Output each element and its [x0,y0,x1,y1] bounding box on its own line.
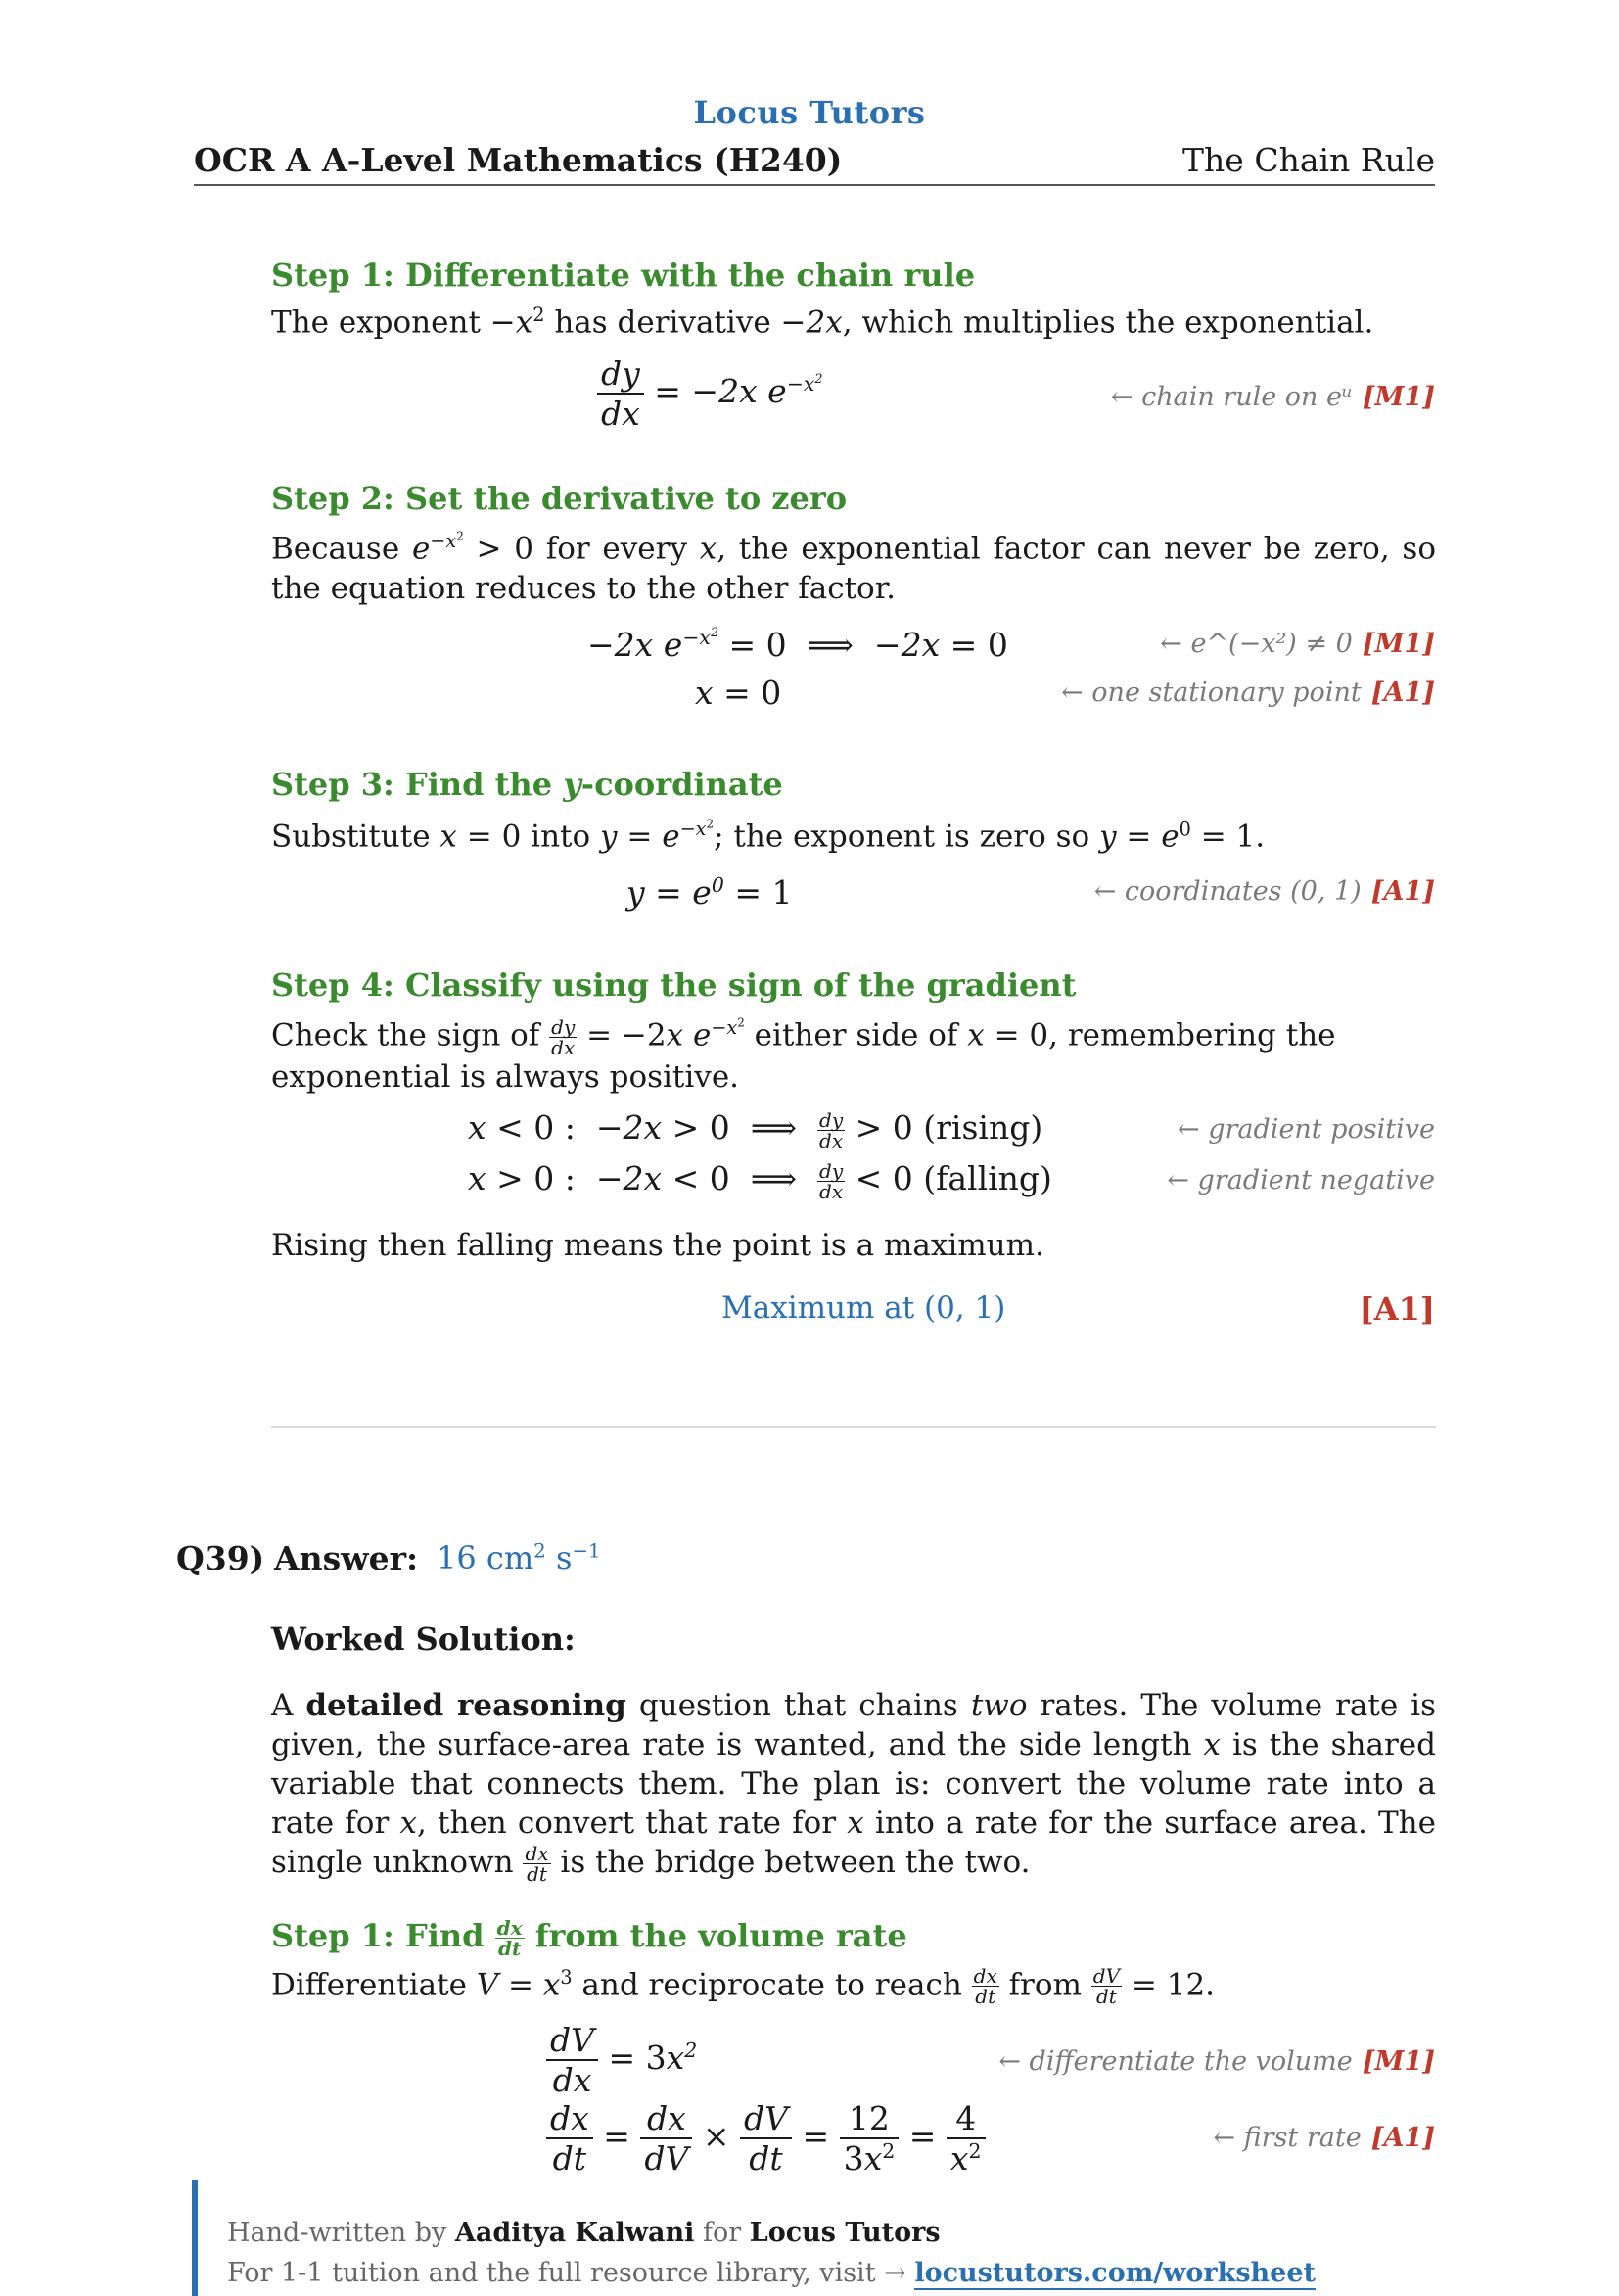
mark-m1: [M1] [1362,382,1435,412]
step3-title: Step 3: Find the y-coordinate [271,766,783,803]
brand-title: Locus Tutors [693,94,926,131]
step3-note: ← coordinates (0, 1) [A1] [1093,876,1435,907]
q39-equation-1: $\frac{dV}{dx}$ = $3x^2$ [546,2021,697,2099]
step1-note: ← chain rule on eᵘ [M1] [1110,382,1435,412]
q39-note-2: ← first rate [A1] [1213,2123,1435,2153]
worksheet-link[interactable]: locustutors.com/worksheet [914,2258,1317,2288]
footer-accent-bar [192,2180,198,2296]
mark-a1: [A1] [1370,876,1435,907]
step4-case-positive: x > 0 : −2x < 0 ⟹ $\frac{dy}{dx}$ < 0 (falling) [468,1158,1052,1203]
q39-step1-text: Differentiate $V = x^3$ and reciprocate to reach $\frac{dx}{dt}$ from $\frac{dV}{dt}$ = 12. [271,1964,1216,2009]
topic-title: The Chain Rule [1182,141,1435,179]
step4-note-1: ← gradient positive [1178,1114,1435,1145]
answer-label: Answer: [274,1539,419,1577]
org-name: Locus Tutors [749,2218,941,2248]
question-divider [271,1426,1436,1428]
step2-equation-2: x = 0 [695,674,782,712]
step3-text: Substitute x = 0 into $y = e^{-x^2}$; the exponent is zero so $y = e^0 = 1$. [271,818,1266,855]
step2-note-1: ← e^(−x²) ≠ 0 [M1] [1160,629,1435,659]
step4-conclusion: Rising then falling means the point is a maximum. [271,1228,1044,1263]
step3-equation: $y = e^0 = 1$ [626,873,793,912]
step2-text: Because $e^{-x^2} > 0$ for every x, the exponential factor can never be zero, so the equation reduces to the other factor. [271,530,1436,606]
q39-note-1: ← differentiate the volume [M1] [998,2046,1435,2077]
course-title: OCR A A-Level Mathematics (H240) [194,141,843,179]
step4-title: Step 4: Classify using the sign of the gradient [271,966,1077,1004]
step1-text: The exponent $-x^2$ has derivative −2x, which multiplies the exponential. [271,304,1374,341]
final-result: Maximum at (0, 1) [721,1290,1006,1326]
footer-visit: For 1-1 tuition and the full resource library, visit → locustutors.com/worksheet [227,2258,1317,2288]
header-rule [194,184,1435,186]
q39-equation-2: $\frac{dx}{dt}$ = $\frac{dx}{dV}$ × $\frac{dV}{dt}$ = $\frac{12}{3x^2}$ = $\frac{4}{x^2}$ [546,2099,986,2178]
step1-equation: $\frac{dy}{dx}$ = −2x $e^{-x^2}$ [597,354,822,433]
step2-title: Step 2: Set the derivative to zero [271,480,848,517]
step4-text: Check the sign of $\frac{dy}{dx}$ = −2x $e^{-x^2}$ either side of x = 0, remembering the exponential is always positive. [271,1014,1336,1095]
step1-title: Step 1: Differentiate with the chain rule [271,257,976,294]
footer-credit: Hand-written by Aaditya Kalwani for Locus Tutors [227,2218,941,2248]
step2-note-2: ← one stationary point [A1] [1061,678,1435,708]
answer-value: 16 $cm^2$ $s^{-1}$ [437,1539,601,1576]
author-name: Aaditya Kalwani [454,2218,695,2248]
mark-a1-final: [A1] [1359,1290,1435,1328]
q39-step1-title: Step 1: Find $\frac{dx}{dt}$ from the volume rate [271,1916,907,1960]
mark-a1: [A1] [1370,678,1435,708]
step4-case-negative: x < 0 : −2x > 0 ⟹ $\frac{dy}{dx}$ > 0 (rising) [468,1107,1043,1152]
question-number: Q39) [176,1539,265,1577]
mark-a1: [A1] [1370,2123,1435,2153]
mark-m1: [M1] [1362,629,1435,659]
step4-note-2: ← gradient negative [1167,1165,1435,1195]
step2-equation-1: −2x $e^{-x^2} = 0$ ⟹ −2x = 0 [587,625,1008,664]
q39-intro: A detailed reasoning question that chains two rates. The volume rate is given, the surface-area rate is wanted, and the side length x is the shared variable that connects them. The plan is: convert the volume rate into a rate for x, then convert that rate for x into a rate for the surface area. The single unknown $\frac{dx}{dt}$ is the bridge between the two. [271,1688,1436,1886]
worked-solution-label: Worked Solution: [271,1620,576,1658]
mark-m1: [M1] [1362,2046,1435,2077]
